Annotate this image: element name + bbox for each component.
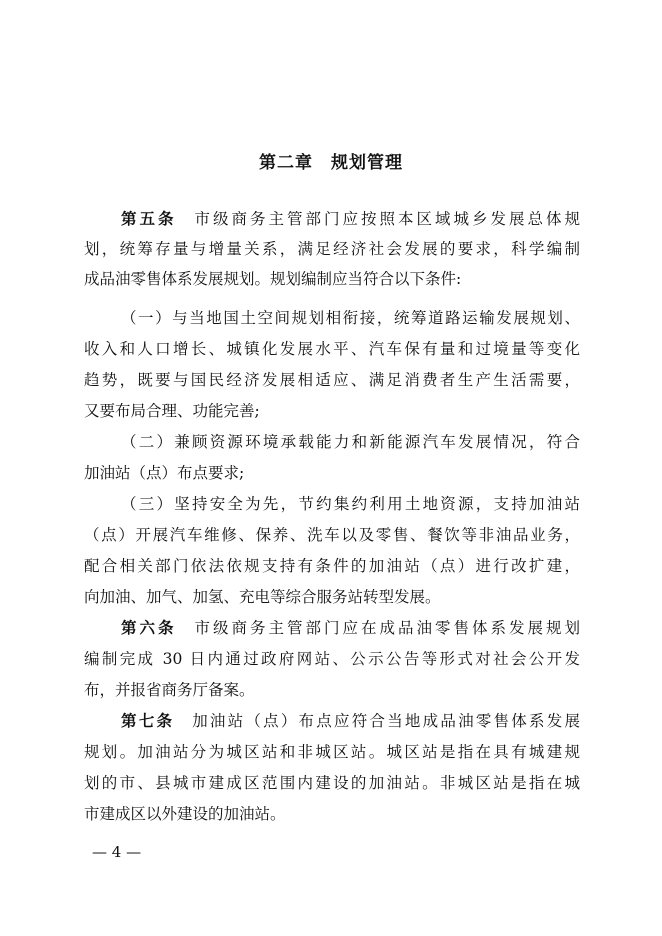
item-1-line-4: 又要布局合理、功能完善; bbox=[84, 402, 260, 420]
article-7-text: 加油站（点）布点应符合当地成品油零售体系发展 bbox=[192, 712, 580, 730]
article-7-line-3: 划的市、县城市建成区范围内建设的加油站。非城区站是指在城 bbox=[84, 774, 580, 792]
item-2-line-1: （二）兼顾资源环境承载能力和新能源汽车发展情况，符合 bbox=[121, 433, 580, 451]
item-1-line-2: 收入和人口增长、城镇化发展水平、汽车保有量和过境量等变化 bbox=[84, 340, 580, 358]
article-7-line-1 bbox=[121, 709, 580, 733]
article-7-line-2: 规划。加油站分为城区站和非城区站。城区站是指在具有城建规 bbox=[84, 743, 580, 761]
article-6-text: 市级商务主管部门应在成品油零售体系发展规划 bbox=[194, 619, 580, 637]
item-3-line-2: （点）开展汽车维修、保养、洗车以及零售、餐饮等非油品业务， bbox=[84, 526, 580, 544]
page-number: — 4 — bbox=[92, 843, 142, 861]
article-5-text: 市级商务主管部门应按照本区域城乡发展总体规 bbox=[194, 210, 580, 228]
chapter-title: 第二章 规划管理 bbox=[259, 153, 403, 173]
item-3-line-3: 配合相关部门依法依规支持有条件的加油站（点）进行改扩建， bbox=[84, 557, 580, 575]
article-5-line-1 bbox=[121, 207, 580, 231]
item-3-line-1: （三）坚持安全为先，节约集约利用土地资源，支持加油站 bbox=[121, 495, 580, 513]
article-7-label: 第七条 bbox=[121, 712, 175, 730]
article-6-line-1 bbox=[121, 616, 580, 640]
item-2-line-2: 加油站（点）布点要求; bbox=[84, 464, 245, 482]
article-5-line-3: 成品油零售体系发展规划。规划编制应当符合以下条件: bbox=[84, 270, 462, 288]
item-1-line-1: （一）与当地国土空间规划相衔接，统筹道路运输发展规划、 bbox=[121, 309, 580, 327]
article-7-line-4: 市建成区以外建设的加油站。 bbox=[84, 805, 286, 823]
article-6-label: 第六条 bbox=[121, 619, 177, 637]
article-5-label: 第五条 bbox=[121, 210, 177, 228]
item-1-line-3: 趋势，既要与国民经济发展相适应、满足消费者生产生活需要， bbox=[84, 371, 580, 389]
article-6-line-2: 编制完成 30 日内通过政府网站、公示公告等形式对社会公开发 bbox=[84, 650, 580, 668]
item-3-line-4: 向加油、加气、加氢、充电等综合服务站转型发展。 bbox=[84, 588, 441, 606]
article-5-line-2: 划，统筹存量与增量关系，满足经济社会发展的要求，科学编制 bbox=[84, 240, 580, 258]
article-6-line-3: 布，并报省商务厅备案。 bbox=[84, 681, 255, 699]
